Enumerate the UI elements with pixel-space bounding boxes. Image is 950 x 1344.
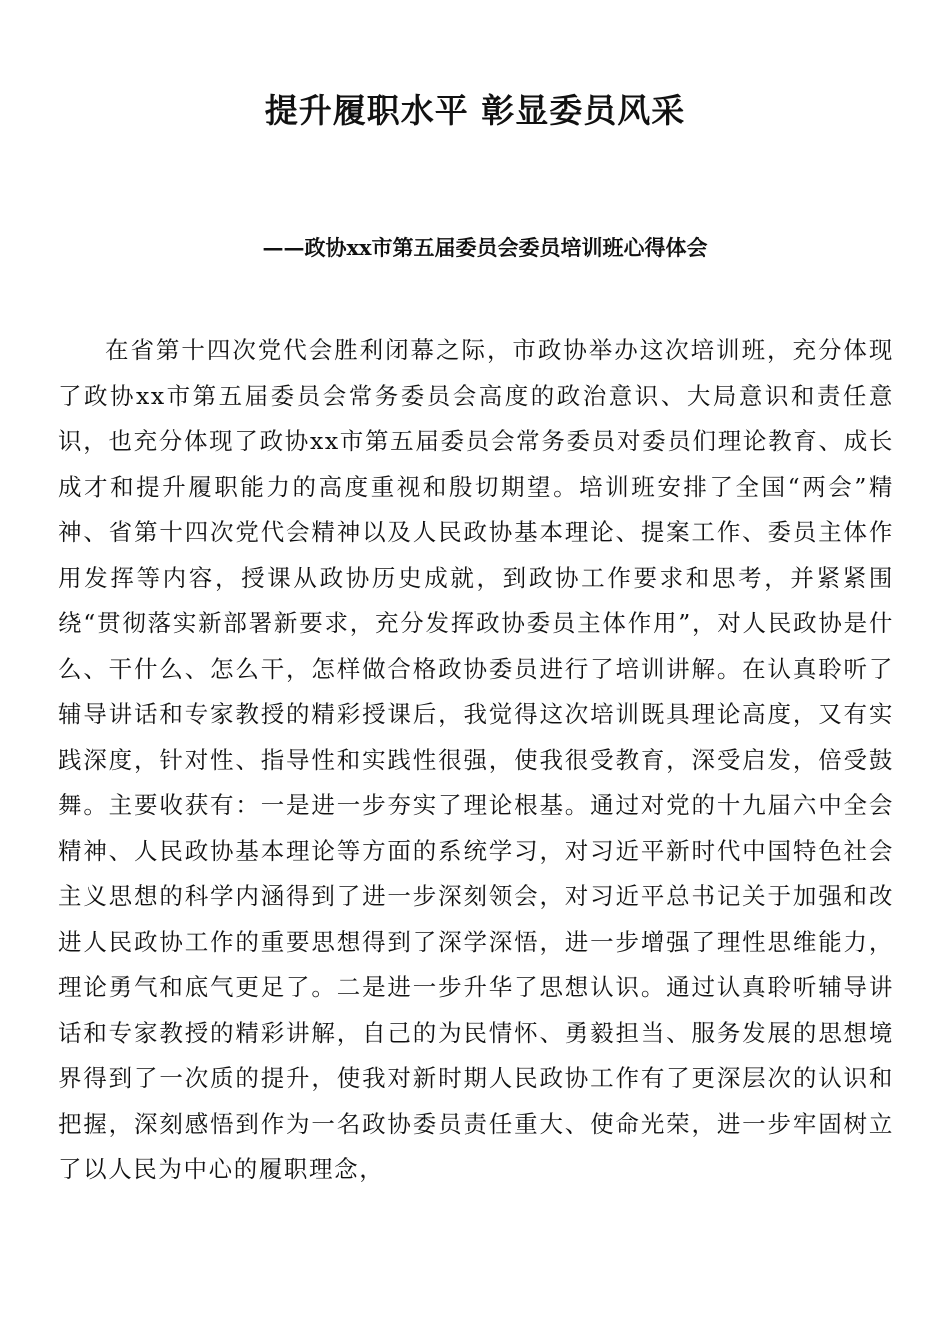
body-paragraph: 在省第十四次党代会胜利闭幕之际，市政协举办这次培训班，充分体现了政协xx市第五届委员会常务委员会高度的政治意识、大局意识和责任意识，也充分体现了政协xx市第五届委员会常务委员对委员们理论教育、成长成才和提升履职能力的高度重视和殷切期望。培训班安排了全国“两会”精神、省第十四次党代会精神以及人民政协基本理论、提案工作、委员主体作用发挥等内容，授课从政协历史成就，到政协工作要求和思考，并紧紧围绕“贯彻落实新部署新要求，充分发挥政协委员主体作用”，对人民政协是什么、干什么、怎么干，怎样做合格政协委员进行了培训讲解。在认真聆听了辅导讲话和专家教授的精彩授课后，我觉得这次培训既具理论高度，又有实践深度，针对性、指导性和实践性很强，使我很受教育，深受启发，倍受鼓舞。主要收获有：一是进一步夯实了理论根基。通过对党的十九届六中全会精神、人民政协基本理论等方面的系统学习，对习近平新时代中国特色社会主义思想的科学内涵得到了进一步深刻领会，对习近平总书记关于加强和改进人民政协工作的重要思想得到了深学深悟，进一步增强了理性思维能力，理论勇气和底气更足了。二是进一步升华了思想认识。通过认真聆听辅导讲话和专家教授的精彩讲解，自己的为民情怀、勇毅担当、服务发展的思想境界得到了一次质的提升，使我对新时期人民政协工作有了更深层次的认识和把握，深刻感悟到作为一名政协委员责任重大、使命光荣，进一步牢固树立了以人民为中心的履职理念， bbox=[58, 336, 894, 1183]
document-title: 提升履职水平 彰显委员风采 bbox=[264, 91, 686, 130]
document-subtitle: ——政协xx市第五届委员会委员培训班心得体会 bbox=[262, 235, 708, 260]
